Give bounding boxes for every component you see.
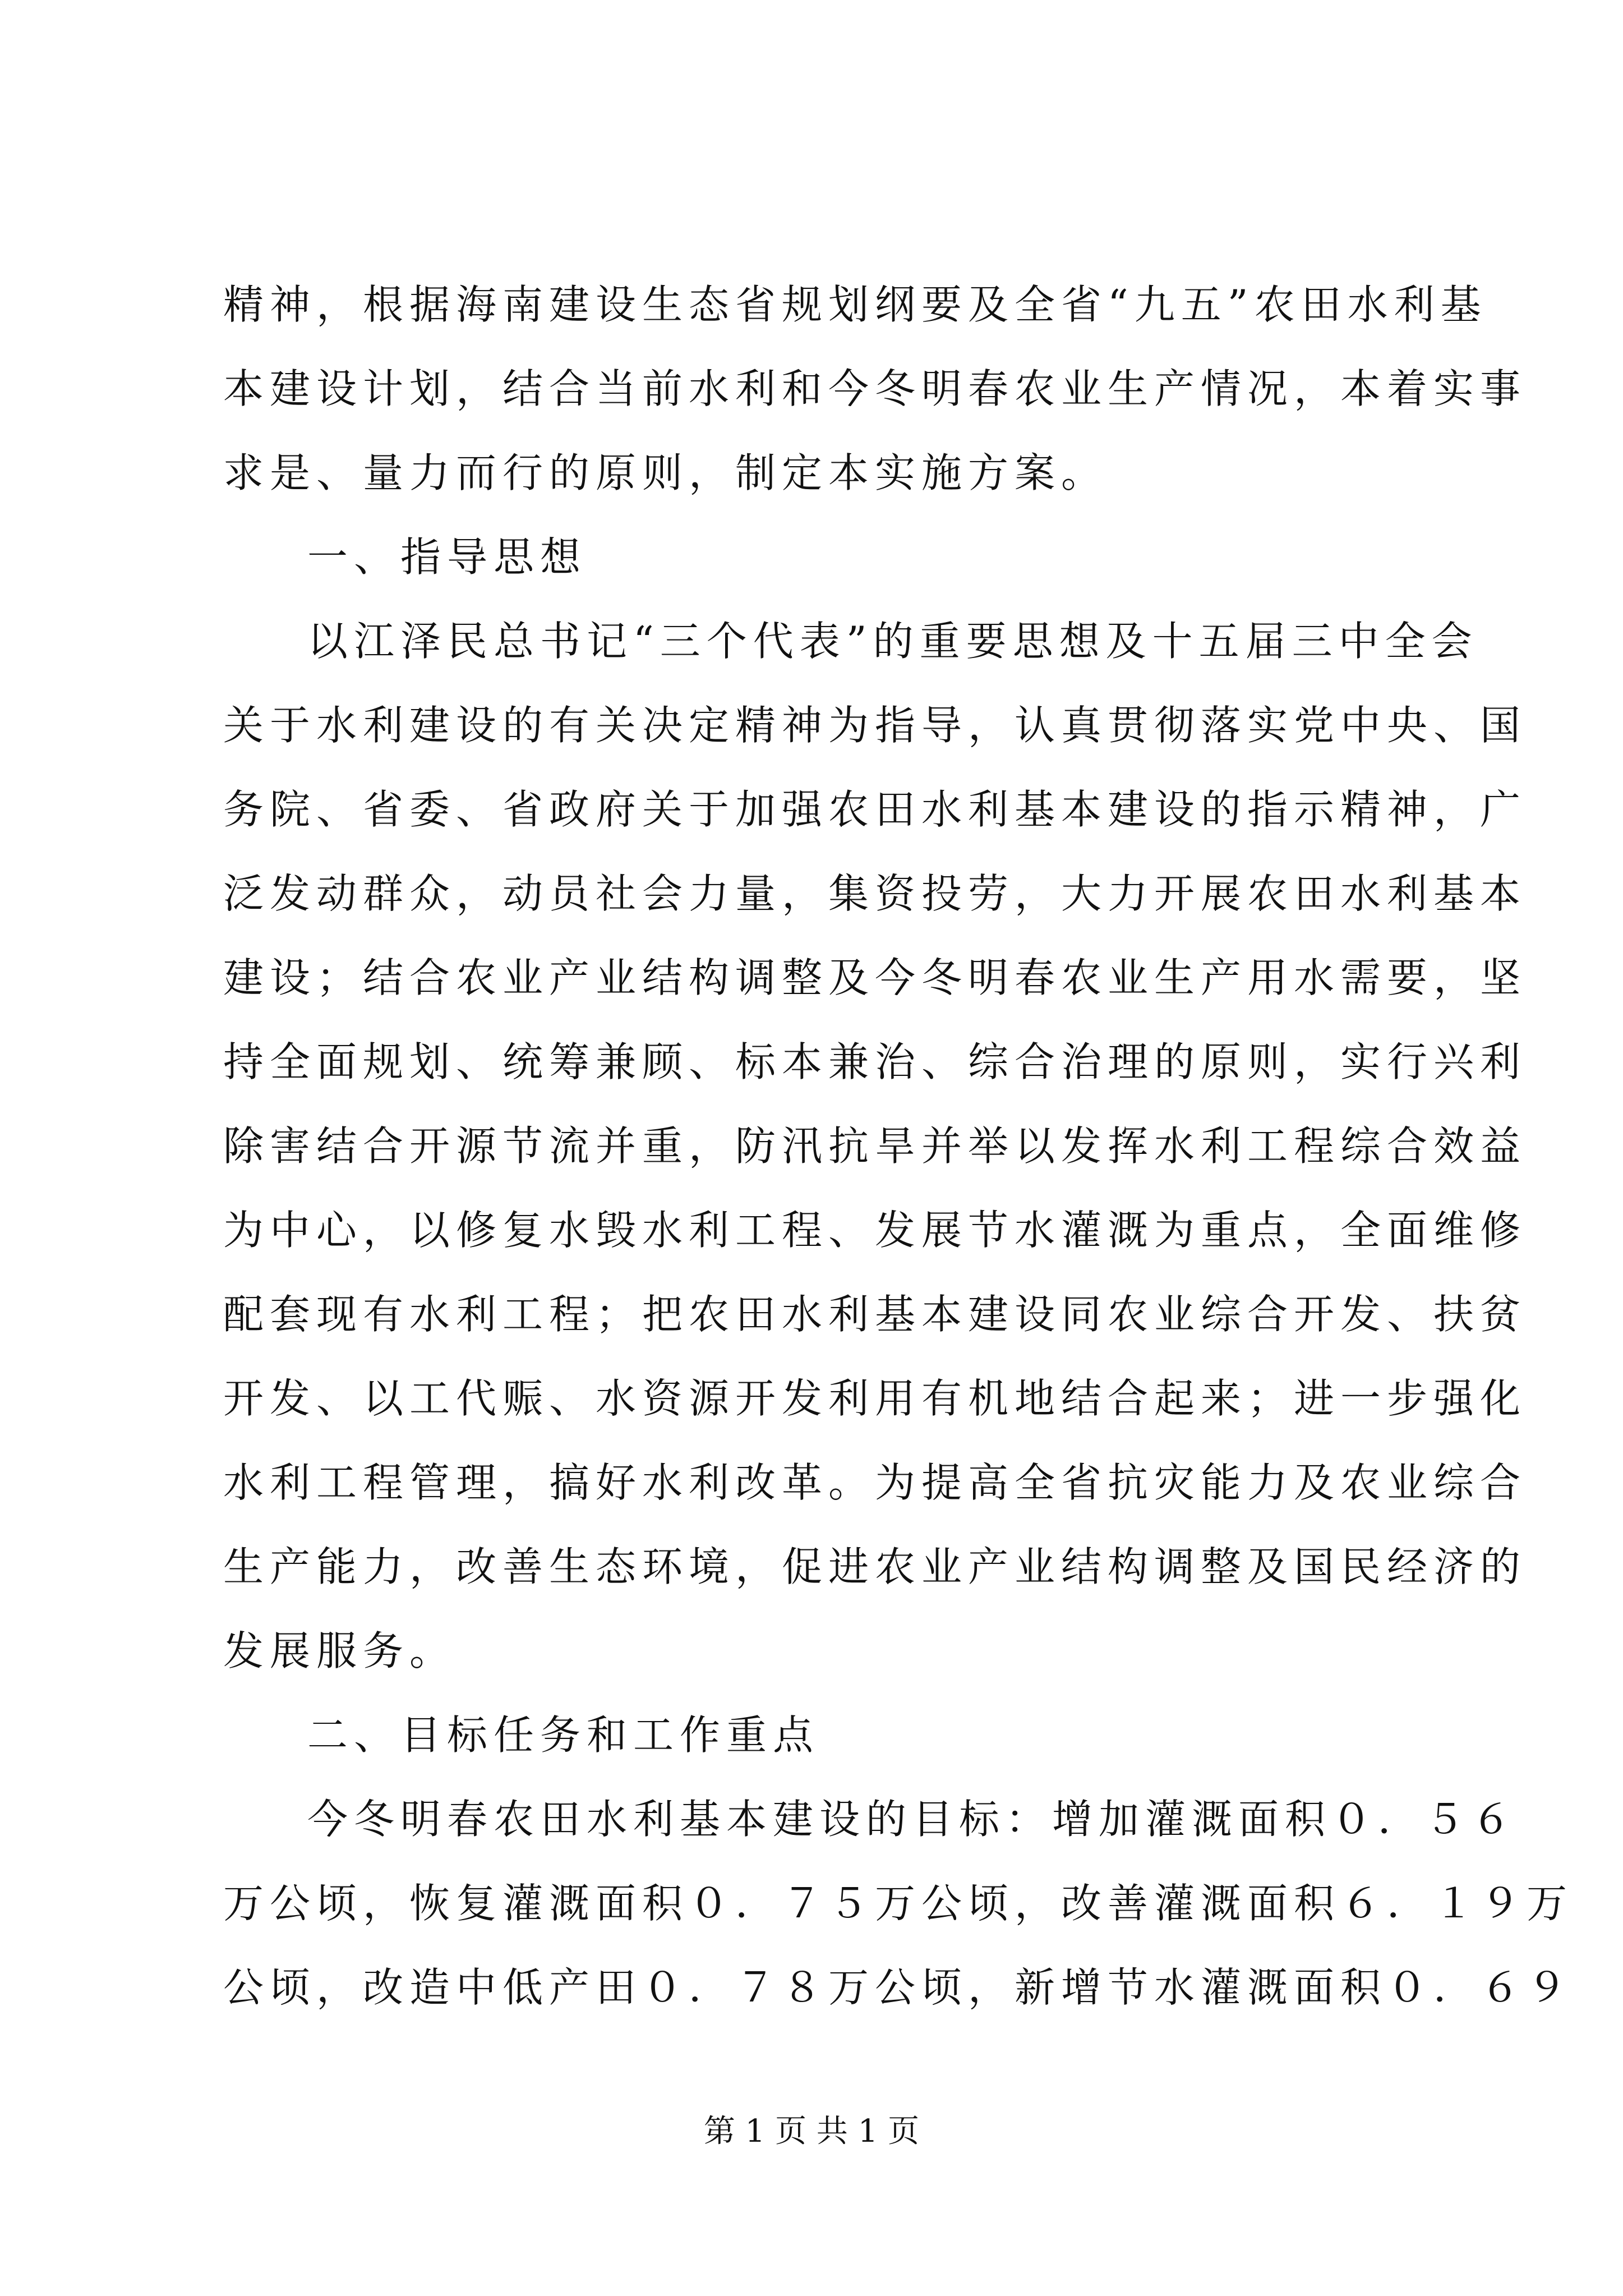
document-body: [223, 263, 1574, 2030]
text-line: 建设；结合农业产业结构调整及今冬明春农业生产用水需要，坚: [223, 954, 1527, 1001]
text-line: 持全面规划、统筹兼顾、标本兼治、综合治理的原则，实行兴利: [223, 1038, 1527, 1085]
text-line: 生产能力，改善生态环境，促进农业产业结构调整及国民经济的: [223, 1543, 1527, 1590]
page-footer: 第 1 页 共 1 页: [703, 2113, 920, 2150]
text-line: 为中心，以修复水毁水利工程、发展节水灌溉为重点，全面维修: [223, 1207, 1527, 1254]
section-heading: 一、指导思想: [307, 533, 587, 581]
text-line: 泛发动群众，动员社会力量，集资投劳，大力开展农田水利基本: [223, 870, 1527, 917]
text-line: 关于水利建设的有关决定精神为指导，认真贯彻落实党中央、国: [223, 702, 1527, 749]
text-line: 公顷，改造中低产田０．７８万公顷，新增节水灌溉面积０．６９: [223, 1964, 1574, 2011]
text-line: 发展服务。: [223, 1627, 457, 1674]
text-line: 以江泽民总书记“三个代表”的重要思想及十五届三中全会: [307, 618, 1478, 665]
text-line: 今冬明春农田水利基本建设的目标：增加灌溉面积０．５６: [307, 1796, 1518, 1843]
text-line: 精神，根据海南建设生态省规划纲要及全省“九五”农田水利基: [223, 281, 1487, 328]
text-line: 开发、以工代赈、水资源开发利用有机地结合起来；进一步强化: [223, 1375, 1527, 1422]
text-line: 配套现有水利工程；把农田水利基本建设同农业综合开发、扶贫: [223, 1291, 1527, 1338]
text-line: 除害结合开源节流并重，防汛抗旱并举以发挥水利工程综合效益: [223, 1122, 1527, 1170]
text-line: 务院、省委、省政府关于加强农田水利基本建设的指示精神，广: [223, 786, 1527, 833]
text-line: 求是、量力而行的原则，制定本实施方案。: [223, 449, 1108, 496]
section-heading: 二、目标任务和工作重点: [307, 1711, 820, 1759]
text-line: 万公顷，恢复灌溉面积０．７５万公顷，改善灌溉面积６．１９万: [223, 1880, 1574, 1927]
text-line: 本建设计划，结合当前水利和今冬明春农业生产情况，本着实事: [223, 365, 1527, 412]
text-line: 水利工程管理，搞好水利改革。为提高全省抗灾能力及农业综合: [223, 1459, 1527, 1506]
